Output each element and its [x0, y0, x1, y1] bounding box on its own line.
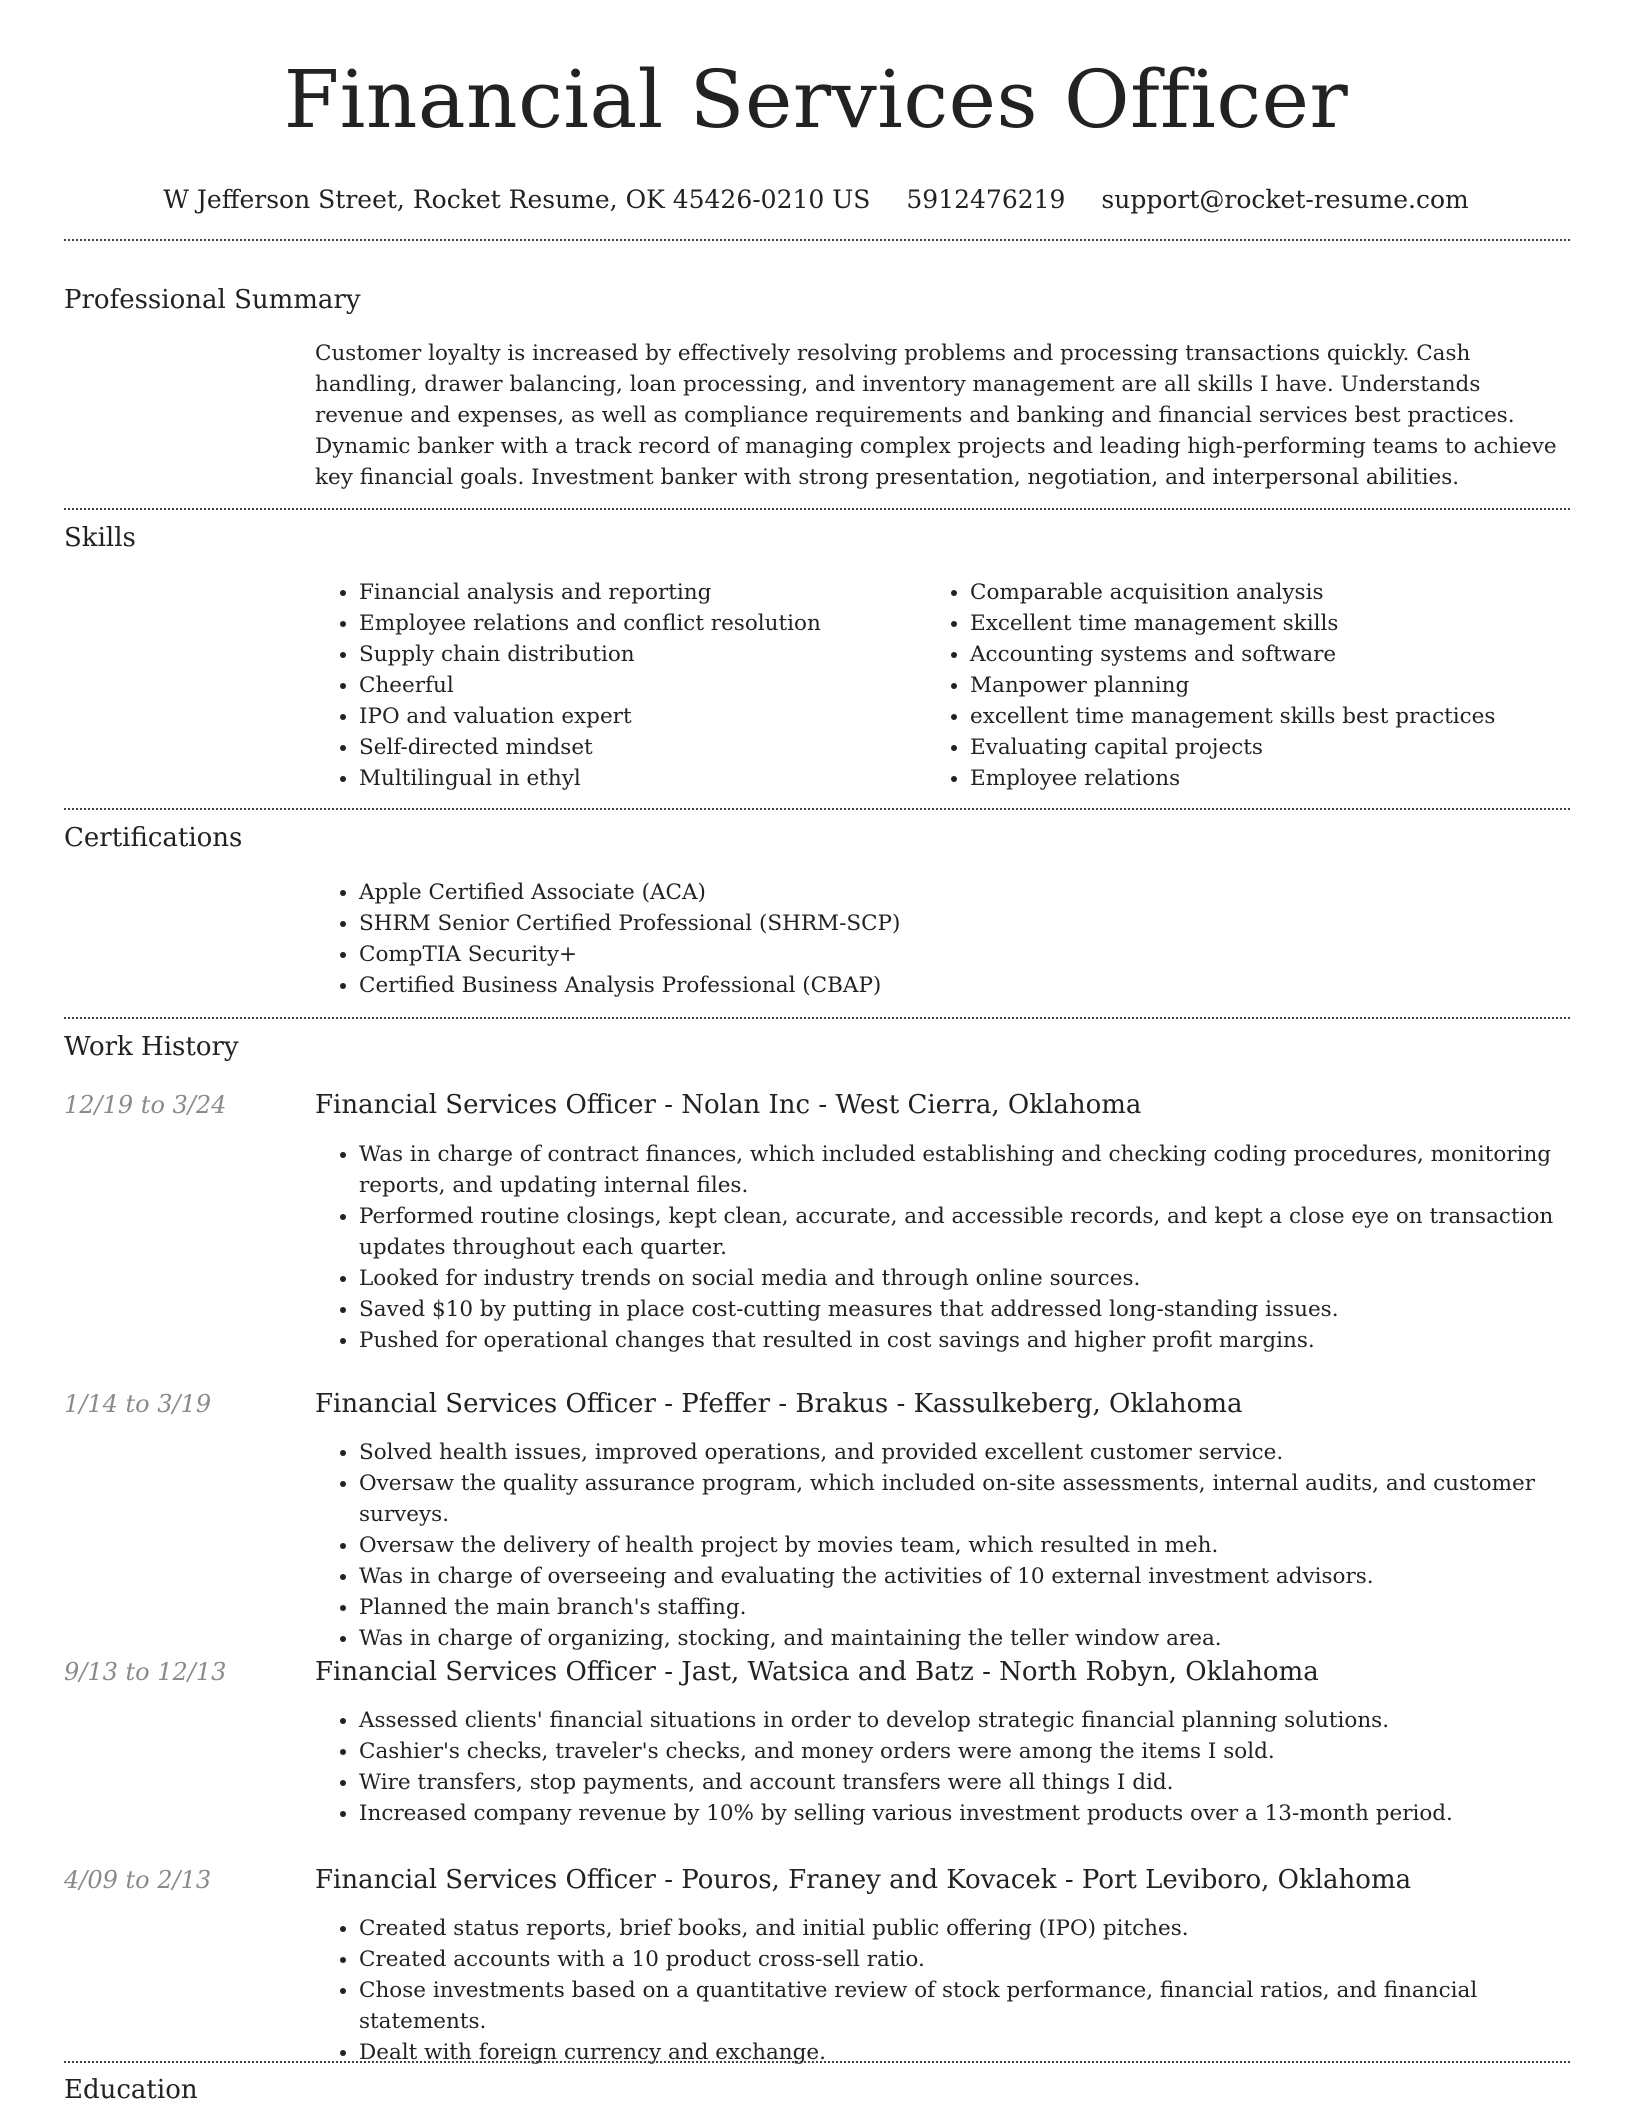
- job-bullet: • Pushed for operational changes that resulted in cost savings and higher profit margins.: [359, 1325, 1570, 1356]
- section-title-work-history: Work History: [64, 1032, 239, 1062]
- certification-item: • Apple Certified Associate (ACA): [359, 877, 1570, 908]
- skill-item: • Cheerful: [359, 670, 915, 701]
- job-bullet: • Wire transfers, stop payments, and account transfers were all things I did.: [359, 1767, 1570, 1798]
- job-bullet: • Increased company revenue by 10% by selling various investment products over a 13-month period.: [359, 1798, 1570, 1829]
- job-bullet: • Cashier's checks, traveler's checks, and money orders were among the items I sold.: [359, 1736, 1570, 1767]
- section-title-certifications: Certifications: [64, 823, 243, 853]
- skill-item: • Manpower planning: [970, 670, 1526, 701]
- certifications-block: [315, 877, 1570, 1001]
- skill-item: • Supply chain distribution: [359, 639, 915, 670]
- skill-item: • Excellent time management skills: [970, 608, 1526, 639]
- section-title-summary: Professional Summary: [64, 285, 361, 315]
- job-bullet: • Oversaw the delivery of health project by movies team, which resulted in meh.: [359, 1530, 1570, 1561]
- skill-item: • Accounting systems and software: [970, 639, 1526, 670]
- section-divider: [64, 1017, 1570, 1019]
- skill-item: • Comparable acquisition analysis: [970, 577, 1526, 608]
- contact-email: support@rocket-resume.com: [1101, 185, 1469, 214]
- section-title-skills: Skills: [64, 523, 136, 553]
- job-bullet: • Assessed clients' financial situations in order to develop strategic financial planning solutions.: [359, 1705, 1570, 1736]
- job-bullet: • Created accounts with a 10 product cross-sell ratio.: [359, 1944, 1570, 1975]
- skill-item: • Financial analysis and reporting: [359, 577, 915, 608]
- skills-list-right: [926, 577, 1526, 794]
- job-title: Financial Services Officer - Pouros, Franey and Kovacek - Port Leviboro, Oklahoma: [315, 1865, 1412, 1895]
- job-bullet: • Chose investments based on a quantitative review of stock performance, financial ratios, and financial statements.: [359, 1975, 1570, 2037]
- job-dates: 9/13 to 12/13: [64, 1658, 227, 1686]
- skill-item: • Employee relations: [970, 763, 1526, 794]
- job-dates: 4/09 to 2/13: [64, 1866, 212, 1894]
- job-title: Financial Services Officer - Pfeffer - Brakus - Kassulkeberg, Oklahoma: [315, 1389, 1243, 1419]
- skill-item: • IPO and valuation expert: [359, 701, 915, 732]
- job-bullet: • Planned the main branch's staffing.: [359, 1592, 1570, 1623]
- job-bullet: • Saved $10 by putting in place cost-cutting measures that addressed long-standing issues.: [359, 1294, 1570, 1325]
- certifications-list: [315, 877, 1570, 1001]
- skill-item: • Self-directed mindset: [359, 732, 915, 763]
- job-bullet-list: [315, 1437, 1570, 1654]
- contact-phone: 5912476219: [906, 185, 1066, 214]
- candidate-name: Financial Services Officer: [283, 53, 1349, 146]
- job-bullets: [315, 1437, 1570, 1654]
- job-bullet: • Oversaw the quality assurance program, which included on-site assessments, internal audits, and customer surveys.: [359, 1468, 1570, 1530]
- skills-list-left: [315, 577, 915, 794]
- job-bullet-list: [315, 1913, 1570, 2068]
- job-bullet: • Created status reports, brief books, and initial public offering (IPO) pitches.: [359, 1913, 1570, 1944]
- job-bullets: [315, 1705, 1570, 1829]
- job-bullet: • Solved health issues, improved operations, and provided excellent customer service.: [359, 1437, 1570, 1468]
- job-bullet: • Was in charge of overseeing and evaluating the activities of 10 external investment advisors.: [359, 1561, 1570, 1592]
- contact-line: [0, 184, 1632, 216]
- certification-item: • Certified Business Analysis Professional (CBAP): [359, 970, 1570, 1001]
- section-divider: [64, 2061, 1570, 2063]
- skill-item: • Multilingual in ethyl: [359, 763, 915, 794]
- job-bullet: • Looked for industry trends on social media and through online sources.: [359, 1263, 1570, 1294]
- section-divider: [64, 808, 1570, 810]
- certification-item: • CompTIA Security+: [359, 939, 1570, 970]
- summary-text: Customer loyalty is increased by effectively resolving problems and processing transactions quickly. Cash handling, drawer balancing, loan processing, and inventory management are all skills I have. Understands revenue and expenses, as well as compliance requirements and banking and financial services best practices. Dynamic banker with a track record of managing complex projects and leading high-performing teams to achieve key financial goals. Investment banker with strong presentation, negotiation, and interpersonal abilities.: [315, 341, 1557, 490]
- section-title-education: Education: [64, 2075, 198, 2105]
- certification-item: • SHRM Senior Certified Professional (SHRM-SCP): [359, 908, 1570, 939]
- job-dates: 1/14 to 3/19: [64, 1390, 212, 1418]
- job-title: Financial Services Officer - Nolan Inc - West Cierra, Oklahoma: [315, 1090, 1142, 1120]
- skill-item: • Employee relations and conflict resolution: [359, 608, 915, 639]
- contact-address: W Jefferson Street, Rocket Resume, OK 45426-0210 US: [163, 185, 871, 214]
- job-bullet: • Was in charge of contract finances, which included establishing and checking coding procedures, monitoring reports, and updating internal files.: [359, 1139, 1570, 1201]
- job-dates: 12/19 to 3/24: [64, 1091, 227, 1119]
- skills-column-left: [315, 577, 915, 794]
- section-divider: [64, 239, 1570, 241]
- skill-item: • Evaluating capital projects: [970, 732, 1526, 763]
- job-title: Financial Services Officer - Jast, Watsica and Batz - North Robyn, Oklahoma: [315, 1657, 1319, 1687]
- job-bullet: • Performed routine closings, kept clean, accurate, and accessible records, and kept a close eye on transaction updates throughout each quarter.: [359, 1201, 1570, 1263]
- job-bullet: • Was in charge of organizing, stocking, and maintaining the teller window area.: [359, 1623, 1570, 1654]
- job-bullet-list: [315, 1705, 1570, 1829]
- job-bullets: [315, 1913, 1570, 2068]
- resume-header: [0, 0, 1632, 216]
- skill-item: • excellent time management skills best practices: [970, 701, 1526, 732]
- job-bullet: • Dealt with foreign currency and exchange.: [359, 2037, 1570, 2068]
- job-bullet-list: [315, 1139, 1570, 1356]
- skills-column-right: [926, 577, 1526, 794]
- section-divider: [64, 508, 1570, 510]
- job-bullets: [315, 1139, 1570, 1356]
